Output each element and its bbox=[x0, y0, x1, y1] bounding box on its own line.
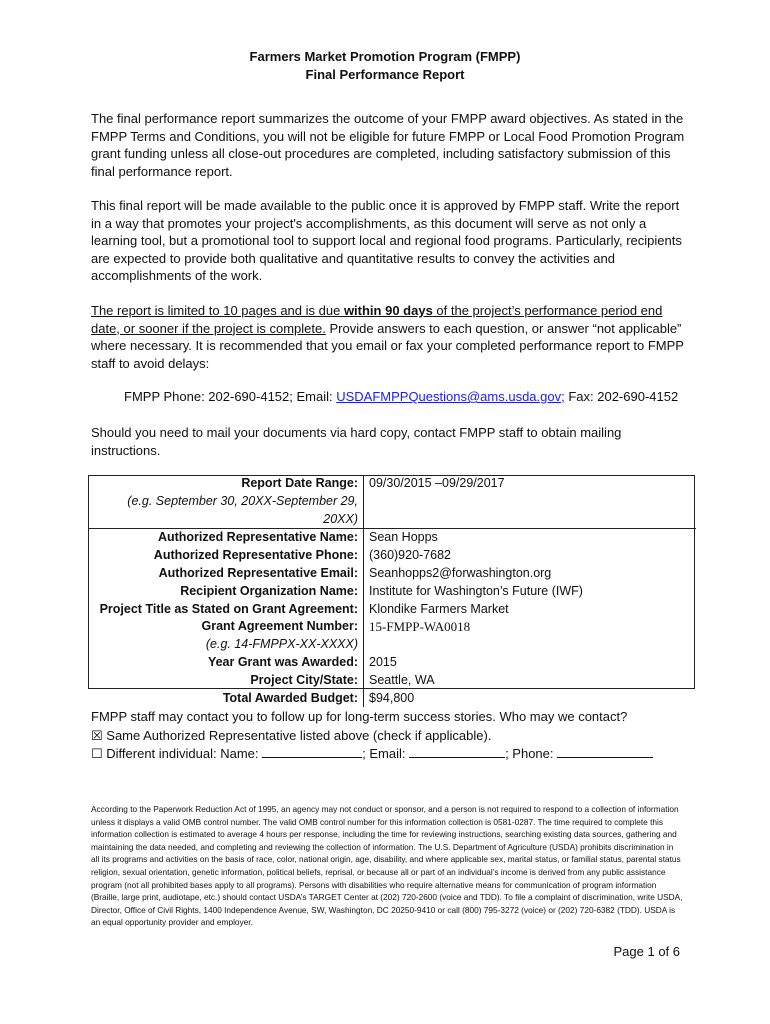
email-blank-field[interactable] bbox=[409, 745, 505, 758]
budget-label: Total Awarded Budget: bbox=[88, 690, 364, 708]
report-info-table bbox=[88, 475, 696, 707]
org-value[interactable]: Institute for Washington’s Future (IWF) bbox=[369, 583, 583, 598]
project-title-label: Project Title as Stated on Grant Agreement: bbox=[88, 601, 364, 619]
intro-paragraph-2: This final report will be made available to the public once it is approved by FMPP staff. Write the report in a way that promotes your project's accomplishments, as this document will serve as not only a learning tool, but a promotional tool to support local and regional food programs. Particularly, recipients are expected to provide both qualitative and quantitative results to convey the activities and accomplishments of the work. bbox=[91, 198, 682, 283]
city-label: Project City/State: bbox=[88, 672, 364, 690]
deadline-days: within 90 days bbox=[343, 303, 433, 318]
unchecked-checkbox-icon[interactable]: ☐ bbox=[91, 746, 103, 761]
checked-checkbox-icon[interactable]: ☒ bbox=[91, 727, 103, 743]
option-same-representative bbox=[91, 727, 653, 746]
report-date-label: Report Date Range: bbox=[88, 475, 364, 493]
table-row bbox=[88, 672, 696, 690]
followup-question: FMPP staff may contact you to follow up for long-term success stories. Who may we contact? bbox=[91, 709, 628, 724]
phone-blank-label: ; Phone: bbox=[505, 746, 558, 761]
contact-email-link[interactable]: USDAFMPPQuestions@ams.usda.gov; bbox=[336, 389, 565, 404]
option-different-label: Different individual: Name: bbox=[102, 746, 263, 761]
title-line-1: Farmers Market Promotion Program (FMPP) bbox=[249, 49, 521, 64]
grant-number-label: Grant Agreement Number: bbox=[88, 618, 364, 636]
year-value[interactable]: 2015 bbox=[369, 654, 397, 669]
table-row bbox=[88, 654, 696, 672]
year-label: Year Grant was Awarded: bbox=[88, 654, 364, 672]
phone-blank-field[interactable] bbox=[557, 745, 653, 758]
intro-paragraph-3 bbox=[91, 302, 691, 372]
deadline-text-b: of the project’s performance period end date, or sooner if the project is complete. bbox=[91, 303, 663, 336]
report-date-example: (e.g. September 30, 20XX-September 29, 20XX) bbox=[88, 493, 364, 529]
table-row bbox=[88, 690, 696, 708]
contact-phone: FMPP Phone: 202-690-4152; Email: bbox=[124, 389, 337, 404]
table-row bbox=[88, 618, 696, 636]
submission-instructions: Provide answers to each question, or answer “not applicable” where necessary. It is recommended that you email or fax your completed performance report to FMPP staff to avoid delays: bbox=[91, 320, 684, 371]
table-row bbox=[88, 565, 696, 583]
rep-phone-label: Authorized Representative Phone: bbox=[88, 547, 364, 565]
document-title bbox=[0, 48, 770, 84]
title-line-2: Final Performance Report bbox=[305, 67, 465, 82]
table-row bbox=[88, 583, 696, 601]
name-blank-field[interactable] bbox=[262, 745, 362, 758]
table-row bbox=[88, 493, 696, 529]
rep-name-label: Authorized Representative Name: bbox=[88, 529, 364, 547]
intro-paragraph-4: Should you need to mail your documents via hard copy, contact FMPP staff to obtain mailing instructions. bbox=[91, 425, 622, 458]
intro-paragraph-1: The final performance report summarizes the outcome of your FMPP award objectives. As stated in the FMPP Terms and Conditions, you will not be eligible for future FMPP or Local Food Promotion Program grant funding unless all close-out procedures are completed, including satisfactory submission of this final performance report. bbox=[91, 111, 685, 179]
rep-name-value[interactable]: Sean Hopps bbox=[369, 530, 438, 545]
deadline-text-a: The report is limited to 10 pages and is due bbox=[91, 303, 344, 318]
rep-email-label: Authorized Representative Email: bbox=[88, 565, 364, 583]
table-row bbox=[88, 636, 696, 654]
followup-section bbox=[91, 708, 653, 764]
city-value[interactable]: Seattle, WA bbox=[369, 672, 435, 687]
grant-number-example-value bbox=[364, 636, 697, 654]
contact-line bbox=[124, 388, 678, 405]
project-title-value[interactable]: Klondike Farmers Market bbox=[369, 601, 509, 616]
rep-email-value[interactable]: Seanhopps2@forwashington.org bbox=[369, 565, 552, 580]
contact-fax: Fax: 202-690-4152 bbox=[564, 389, 679, 404]
table-row bbox=[88, 529, 696, 547]
report-date-example-value bbox=[364, 493, 697, 529]
grant-number-value[interactable]: 15-FMPP-WA0018 bbox=[369, 619, 471, 635]
table-row bbox=[88, 601, 696, 619]
paperwork-reduction-notice: According to the Paperwork Reduction Act of 1995, an agency may not conduct or sponsor, and a person is not required to respond to a collection of information unless it displays a valid OMB control number. The valid OMB control number for this information collection is 0581-0287. The time required to complete this information collection is estimated to average 4 hours per response, including the time for reviewing instructions, searching existing data sources, gathering and maintaining the data needed, and completing and reviewing the collection of information. The U.S. Department of Agriculture (USDA) prohibits discrimination in all its programs and activities on the basis of race, color, national origin, age, disability, and where applicable sex, marital status, or familial status, parental status religion, sexual orientation, genetic information, political beliefs, reprisal, or because all or part of an individual’s income is derived from any public assistance program (not all prohibited bases apply to all programs). Persons with disabilities who require alternative means for communication of program information (Braille, large print, audiotape, etc.) should contact USDA’s TARGET Center at (202) 720-2600 (voice and TDD). To file a complaint of discrimination, write USDA, Director, Office of Civil Rights, 1400 Independence Avenue, SW, Washington, DC 20250-9410 or call (800) 795-3272 (voice) or (202) 720-6382 (TDD). USDA is an equal opportunity provider and employer. bbox=[91, 804, 683, 928]
page-number: Page 1 of 6 bbox=[613, 944, 680, 959]
budget-value[interactable]: $94,800 bbox=[369, 690, 415, 705]
option-different-individual bbox=[91, 745, 653, 764]
table-row bbox=[88, 475, 696, 493]
email-blank-label: ; Email: bbox=[362, 746, 410, 761]
table-row bbox=[88, 547, 696, 565]
grant-number-example: (e.g. 14-FMPPX-XX-XXXX) bbox=[88, 636, 364, 654]
org-label: Recipient Organization Name: bbox=[88, 583, 364, 601]
rep-phone-value[interactable]: (360)920-7682 bbox=[369, 548, 452, 563]
report-date-value[interactable]: 09/30/2015 –09/29/2017 bbox=[369, 476, 505, 490]
option-same-label: Same Authorized Representative listed above (check if applicable). bbox=[102, 727, 492, 743]
